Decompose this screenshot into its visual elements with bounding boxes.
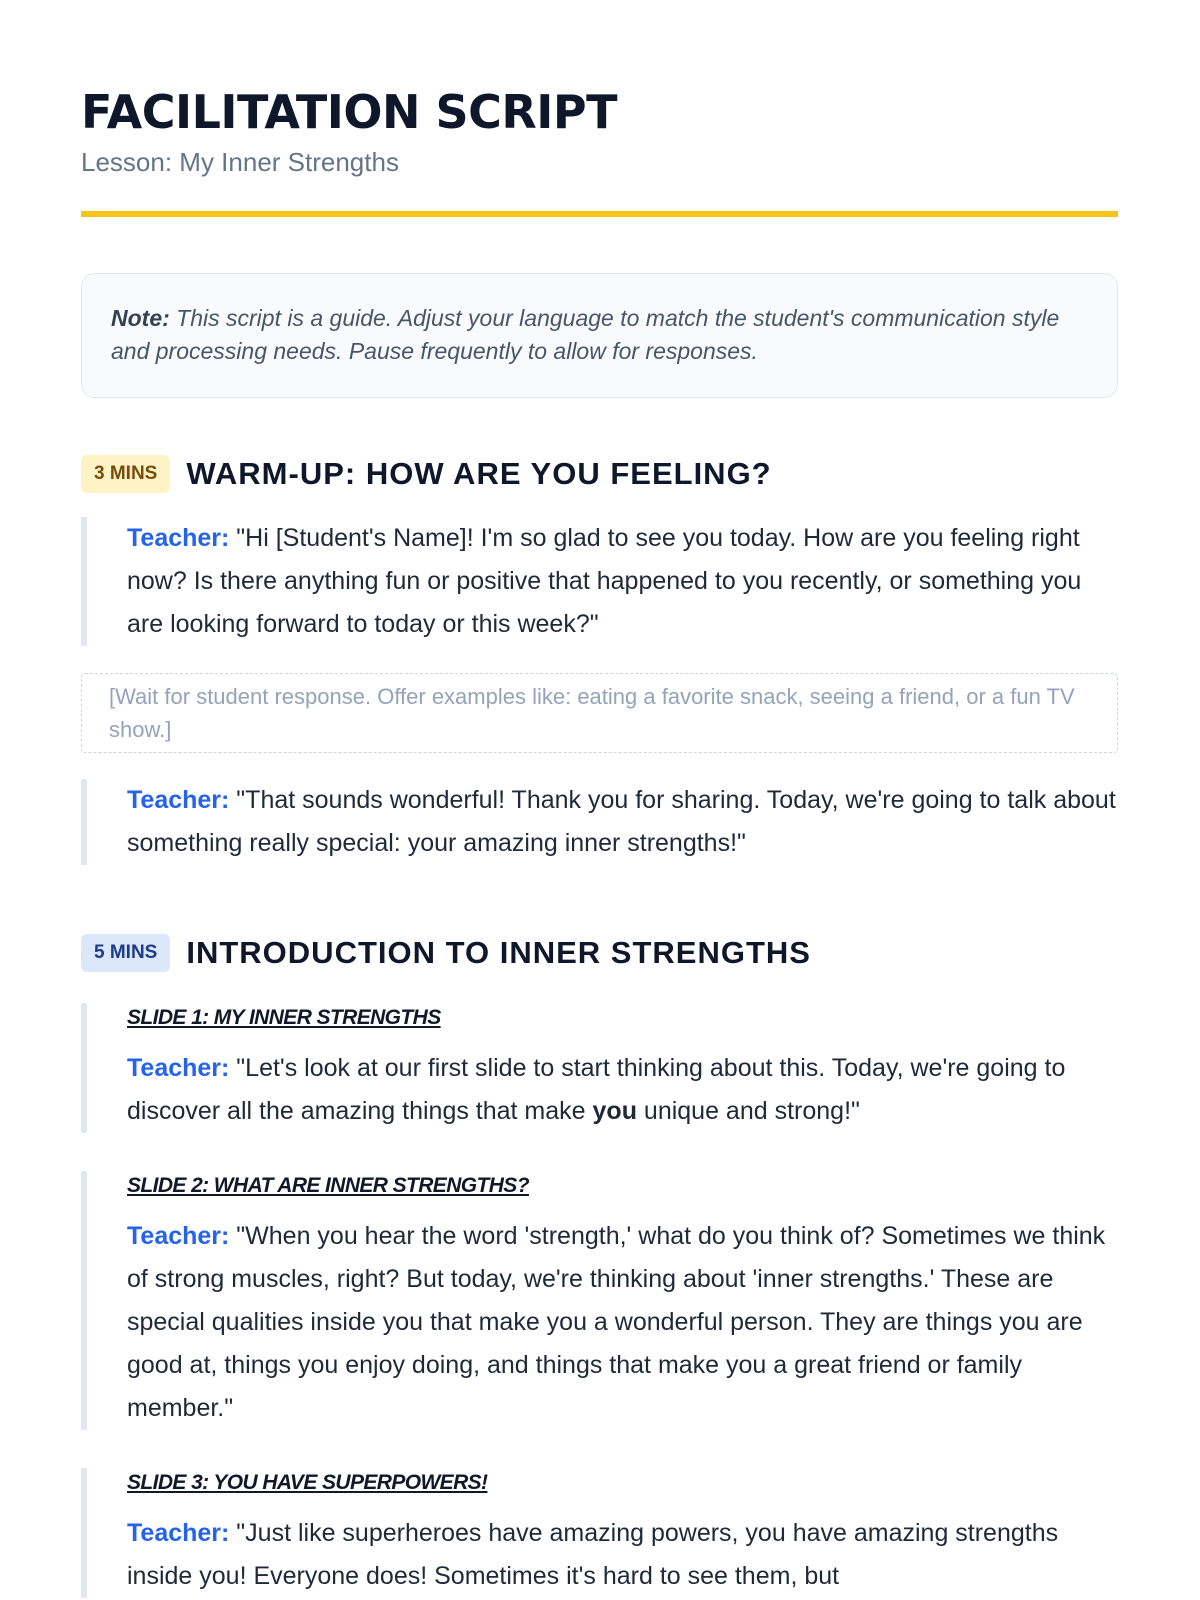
dialogue-text-after: unique and strong!"	[636, 1097, 860, 1125]
section-warm-up-header	[81, 454, 1118, 494]
title-divider	[81, 211, 1118, 217]
speaker-label: Teacher:	[127, 1519, 230, 1547]
facilitator-note	[81, 273, 1118, 398]
slide-block	[81, 1003, 1118, 1133]
slide-label: SLIDE 3: YOU HAVE SUPERPOWERS!	[127, 1471, 488, 1494]
duration-badge: 3 MINS	[81, 455, 170, 493]
dialogue-text: "Just like superheroes have amazing powers, you have amazing strengths inside you! Everyone does! Sometimes it's hard to see them, but	[127, 1519, 1059, 1590]
slide-label: SLIDE 1: MY INNER STRENGTHS	[127, 1006, 441, 1029]
dialogue-text: "When you hear the word 'strength,' what do you think of? Sometimes we think of strong muscles, right? But today, we're thinking about 'inner strengths.' These are special qualities inside you that make you a wonderful person. They are things you are good at, things you enjoy doing, and things that make you a great friend or family member."	[127, 1222, 1106, 1422]
dialogue-emphasis: you	[592, 1097, 637, 1125]
note-text: This script is a guide. Adjust your language to match the student's communication style and processing needs. Pause frequently to allow for responses.	[111, 305, 1060, 364]
dialogue-text: "That sounds wonderful! Thank you for sharing. Today, we're going to talk about something really special: your amazing inner strengths!"	[127, 786, 1116, 857]
section-title: WARM-UP: HOW ARE YOU FEELING?	[186, 456, 772, 491]
lesson-subtitle: Lesson: My Inner Strengths	[81, 147, 399, 177]
teacher-dialogue	[81, 779, 1118, 865]
dialogue-text: "Hi [Student's Name]! I'm so glad to see you today. How are you feeling right now? Is there anything fun or positive that happened to you recently, or something you are looking forward to today or this week?"	[127, 524, 1082, 638]
teacher-dialogue	[81, 517, 1118, 646]
speaker-label: Teacher:	[127, 1054, 230, 1082]
section-title: INTRODUCTION TO INNER STRENGTHS	[186, 935, 811, 970]
speaker-label: Teacher:	[127, 1222, 230, 1250]
slide-block	[81, 1468, 1118, 1598]
duration-badge: 5 MINS	[81, 934, 170, 972]
speaker-label: Teacher:	[127, 786, 230, 814]
slide-label: SLIDE 2: WHAT ARE INNER STRENGTHS?	[127, 1174, 529, 1197]
note-label: Note:	[111, 305, 170, 331]
stage-direction: [Wait for student response. Offer examples like: eating a favorite snack, seeing a friend, or a fun TV show.]	[81, 673, 1118, 753]
speaker-label: Teacher:	[127, 524, 230, 552]
slide-block	[81, 1171, 1118, 1430]
dialogue-text-before: "Let's look at our first slide to start thinking about this. Today, we're going to discover all the amazing things that make	[127, 1054, 1066, 1125]
section-introduction-header	[81, 933, 1118, 973]
document-title: FACILITATION SCRIPT	[81, 85, 618, 139]
